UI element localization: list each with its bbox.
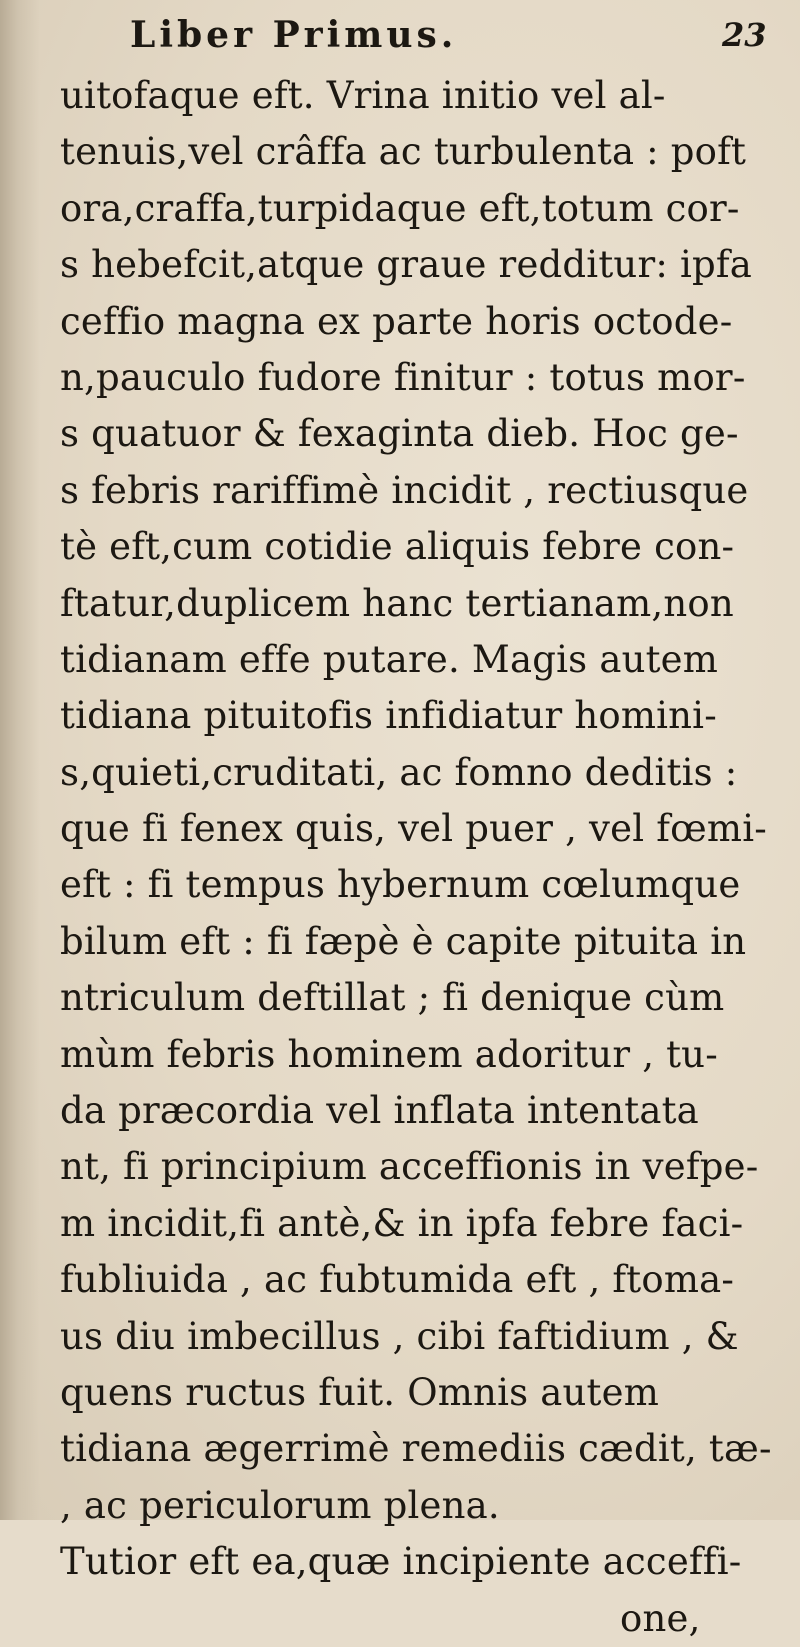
- text-line: ntriculum deftillat ; fi denique cùm: [60, 976, 725, 1020]
- text-line: ftatur,duplicem hanc tertianam,non: [60, 581, 734, 625]
- text-line: , ac periculorum plena.: [60, 1483, 500, 1527]
- text-line: s febris rariffimè incidit , rectiusque: [60, 468, 749, 512]
- text-block: [60, 68, 790, 1647]
- text-line: uitofaque eft. Vrina initio vel al-: [60, 74, 666, 117]
- text-line: da præcordia vel inflata intentata: [60, 1089, 699, 1133]
- text-line: s quatuor & fexaginta dieb. Hoc ge-: [60, 412, 739, 456]
- text-line: one,: [620, 1596, 701, 1640]
- text-line: quens ructus fuit. Omnis autem: [60, 1370, 659, 1414]
- text-line: nt, fi principium acceffionis in vefpe-: [60, 1145, 759, 1189]
- text-line: que fi fenex quis, vel puer , vel fœmi-: [60, 807, 767, 851]
- text-line: tidiana ægerrimè remediis cædit, tæ-: [60, 1427, 772, 1471]
- page-gutter-shadow: [0, 0, 40, 1520]
- text-line: bilum eft : fi fæpè è capite pituita in: [60, 919, 747, 963]
- text-line: s hebefcit,atque graue redditur: ipfa: [60, 243, 753, 287]
- text-line: Tutior eft ea,quæ incipiente acceffi-: [60, 1540, 742, 1584]
- text-line: eft : fi tempus hybernum cœlumque: [60, 863, 741, 907]
- text-line: m incidit,fi antè,& in ipfa febre faci-: [60, 1201, 744, 1245]
- text-line: n,pauculo fudore finitur : totus mor-: [60, 355, 746, 399]
- page-header: [0, 14, 800, 64]
- text-line: tè eft,cum cotidie aliquis febre con-: [60, 525, 735, 569]
- text-line: s,quieti,cruditati, ac fomno deditis :: [60, 750, 738, 794]
- text-line: mùm febris hominem adoritur , tu-: [60, 1032, 718, 1076]
- text-line: ceffio magna ex parte horis octode-: [60, 299, 733, 343]
- page-number: 23: [722, 16, 767, 54]
- running-title: Liber Primus.: [130, 14, 458, 56]
- text-line: us diu imbecillus , cibi faftidium , &: [60, 1314, 739, 1358]
- text-line: ora,craffa,turpidaque eft,totum cor-: [60, 186, 740, 230]
- text-line: tidianam effe putare. Magis autem: [60, 637, 719, 681]
- text-line: tidiana pituitofis infidiatur homini-: [60, 694, 717, 738]
- text-line: fubliuida , ac fubtumida eft , ftoma-: [60, 1258, 735, 1302]
- text-line: tenuis,vel crâffa ac turbulenta : poft: [60, 130, 747, 174]
